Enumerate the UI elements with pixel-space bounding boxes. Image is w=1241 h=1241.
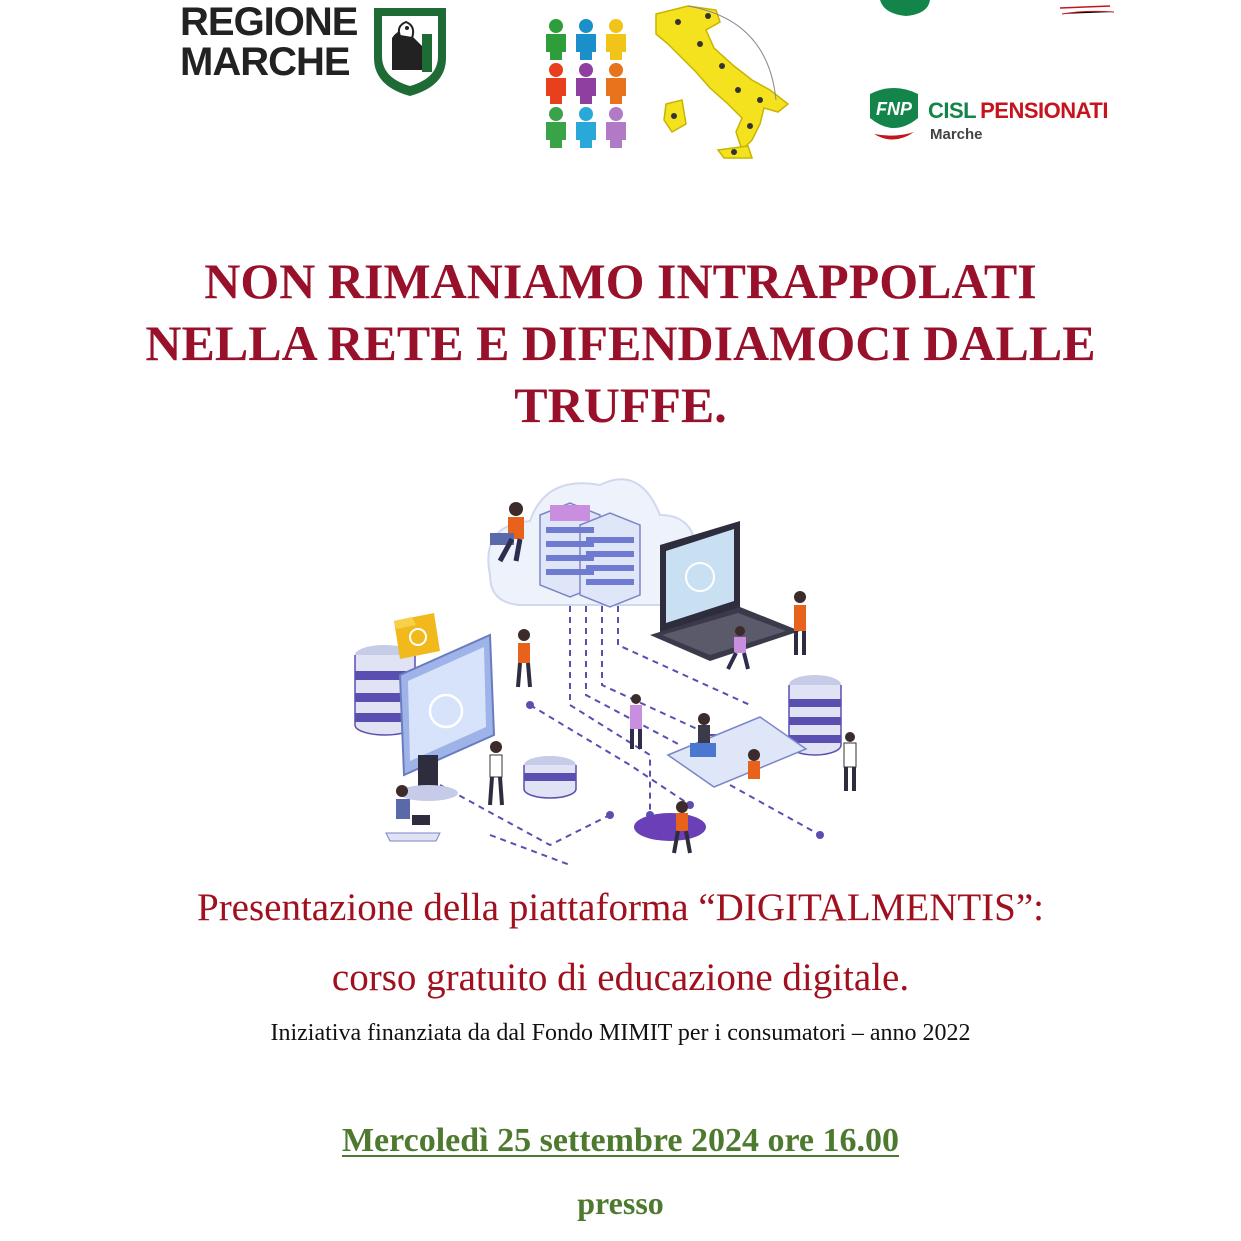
fnp-region-text: Marche [930, 126, 983, 143]
cisl-pensionati-text: CISL PENSIONATI [928, 98, 1108, 123]
event-presso: presso [577, 1185, 664, 1221]
page-title: NON RIMANIAMO INTRAPPOLATI NELLA RETE E DIFENDIAMOCI DALLE TRUFFE. [145, 253, 1096, 433]
fnp-badge-icon [866, 84, 922, 146]
svg-text:FNP: FNP [876, 99, 912, 119]
regione-marche-logo-text: REGIONE MARCHE [180, 0, 358, 84]
people-and-italy-map-icon [538, 0, 794, 160]
subtitle-line-2: corso gratuito di educazione digitale. [331, 956, 910, 999]
subtitle-line-1: Presentazione della piattaforma “DIGITALMENTIS”: [197, 886, 1044, 929]
cisl-partial-logo-icon [870, 0, 1130, 24]
funding-note: Iniziativa finanziata da dal Fondo MIMIT per i consumatori – anno 2022 [270, 1020, 971, 1046]
event-date: Mercoledì 25 settembre 2024 ore 16.00 [341, 1122, 900, 1159]
cloud-network-isometric-illustration [350, 455, 890, 865]
regione-marche-logo [178, 2, 453, 102]
fnp-cisl-pensionati-logo [866, 84, 1136, 150]
regione-marche-shield-icon [370, 4, 450, 98]
